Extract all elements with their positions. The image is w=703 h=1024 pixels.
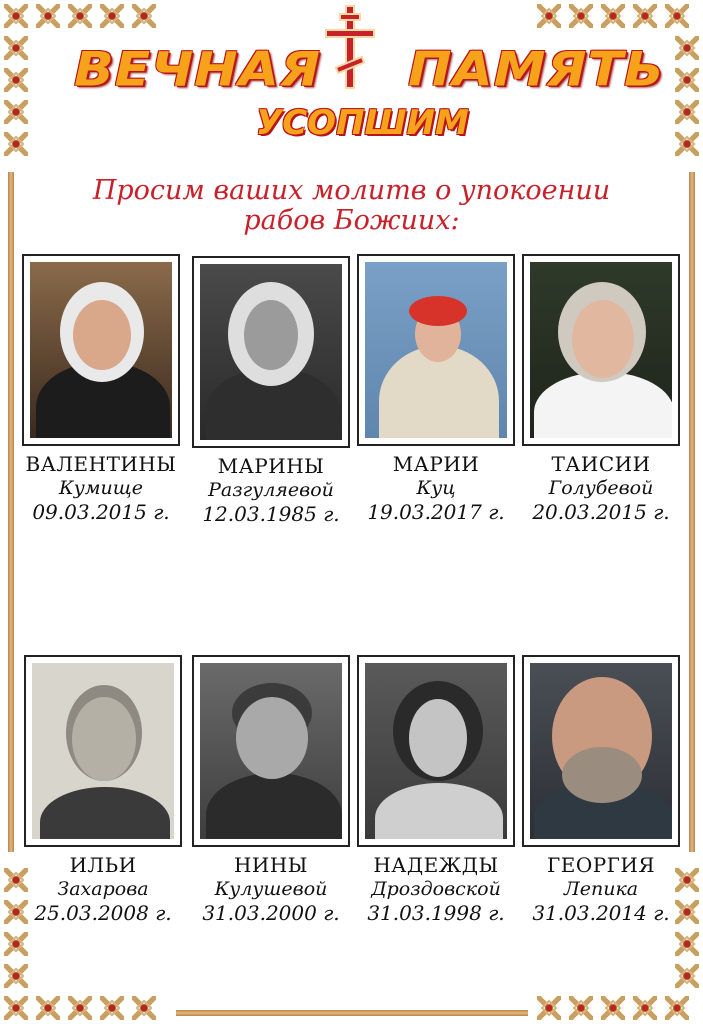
portrait-photo [365, 663, 507, 839]
person-date: 09.03.2015 г. [32, 500, 170, 524]
person-date: 12.03.1985 г. [202, 502, 340, 526]
person-date: 19.03.2017 г. [367, 500, 505, 524]
portrait-frame [192, 655, 350, 847]
portrait-frame [24, 655, 182, 847]
person-name: ИЛЬИ [69, 853, 137, 877]
memorial-caption [192, 454, 350, 526]
memorial-caption [522, 853, 680, 925]
title-subtitle: УСОПШИМ [256, 103, 469, 143]
ornament-bottom-left [0, 992, 170, 1024]
prayer-request [40, 176, 663, 236]
portrait-photo [530, 262, 672, 438]
memorial-card [357, 254, 515, 524]
person-name: ТАИСИИ [551, 452, 651, 476]
portrait-photo [200, 264, 342, 440]
portrait-frame [522, 655, 680, 847]
portrait-frame [192, 256, 350, 448]
person-date: 25.03.2008 г. [34, 901, 172, 925]
person-surname: Куц [416, 477, 456, 499]
person-name: НАДЕЖДЫ [373, 853, 499, 877]
person-date: 20.03.2015 г. [532, 500, 670, 524]
person-name: НИНЫ [233, 853, 308, 877]
ornament-top-left [0, 0, 170, 32]
title-right: ПАМЯТЬ [408, 43, 665, 97]
person-surname: Дроздовской [371, 878, 501, 900]
portrait-frame [22, 254, 180, 446]
memorial-card [357, 655, 515, 925]
person-date: 31.03.2014 г. [532, 901, 670, 925]
memorial-caption [24, 853, 182, 925]
person-surname: Разгуляевой [208, 479, 334, 501]
prayer-request-line-1: Просим ваших молитв о упокоении [92, 175, 611, 206]
frame-bottom-bar [176, 1010, 528, 1016]
orthodox-cross-icon [320, 4, 380, 90]
portrait-photo [32, 663, 174, 839]
ornament-right-top-column [671, 32, 703, 160]
person-name: ВАЛЕНТИНЫ [25, 452, 177, 476]
person-surname: Лепика [563, 878, 639, 900]
person-name: ГЕОРГИЯ [546, 853, 656, 877]
person-date: 31.03.1998 г. [367, 901, 505, 925]
ornament-left-top-column [0, 32, 32, 160]
portrait-frame [522, 254, 680, 446]
portrait-frame [357, 254, 515, 446]
portrait-photo [30, 262, 172, 438]
memorial-card [192, 655, 350, 925]
person-date: 31.03.2000 г. [202, 901, 340, 925]
portrait-photo [530, 663, 672, 839]
memorial-card [22, 254, 180, 524]
portrait-frame [357, 655, 515, 847]
memorial-caption [192, 853, 350, 925]
portrait-photo [200, 663, 342, 839]
ornament-top-right [533, 0, 703, 32]
memorial-caption [522, 452, 680, 524]
memorial-caption [22, 452, 180, 524]
frame-left-bar [8, 172, 14, 852]
memorial-caption [357, 452, 515, 524]
memorial-caption [357, 853, 515, 925]
person-name: МАРИИ [392, 452, 480, 476]
portrait-photo [365, 262, 507, 438]
person-name: МАРИНЫ [217, 454, 325, 478]
memorial-card [24, 655, 182, 925]
memorial-card [192, 256, 350, 526]
prayer-request-line-2: рабов Божиих: [243, 205, 460, 236]
memorial-card [522, 254, 680, 524]
ornament-bottom-right [533, 992, 703, 1024]
title-left: ВЕЧНАЯ [74, 43, 321, 97]
person-surname: Захарова [57, 878, 149, 900]
person-surname: Кумище [59, 477, 143, 499]
memorial-card [522, 655, 680, 925]
frame-right-bar [689, 172, 695, 852]
person-surname: Кулушевой [214, 878, 328, 900]
person-surname: Голубевой [548, 477, 654, 499]
